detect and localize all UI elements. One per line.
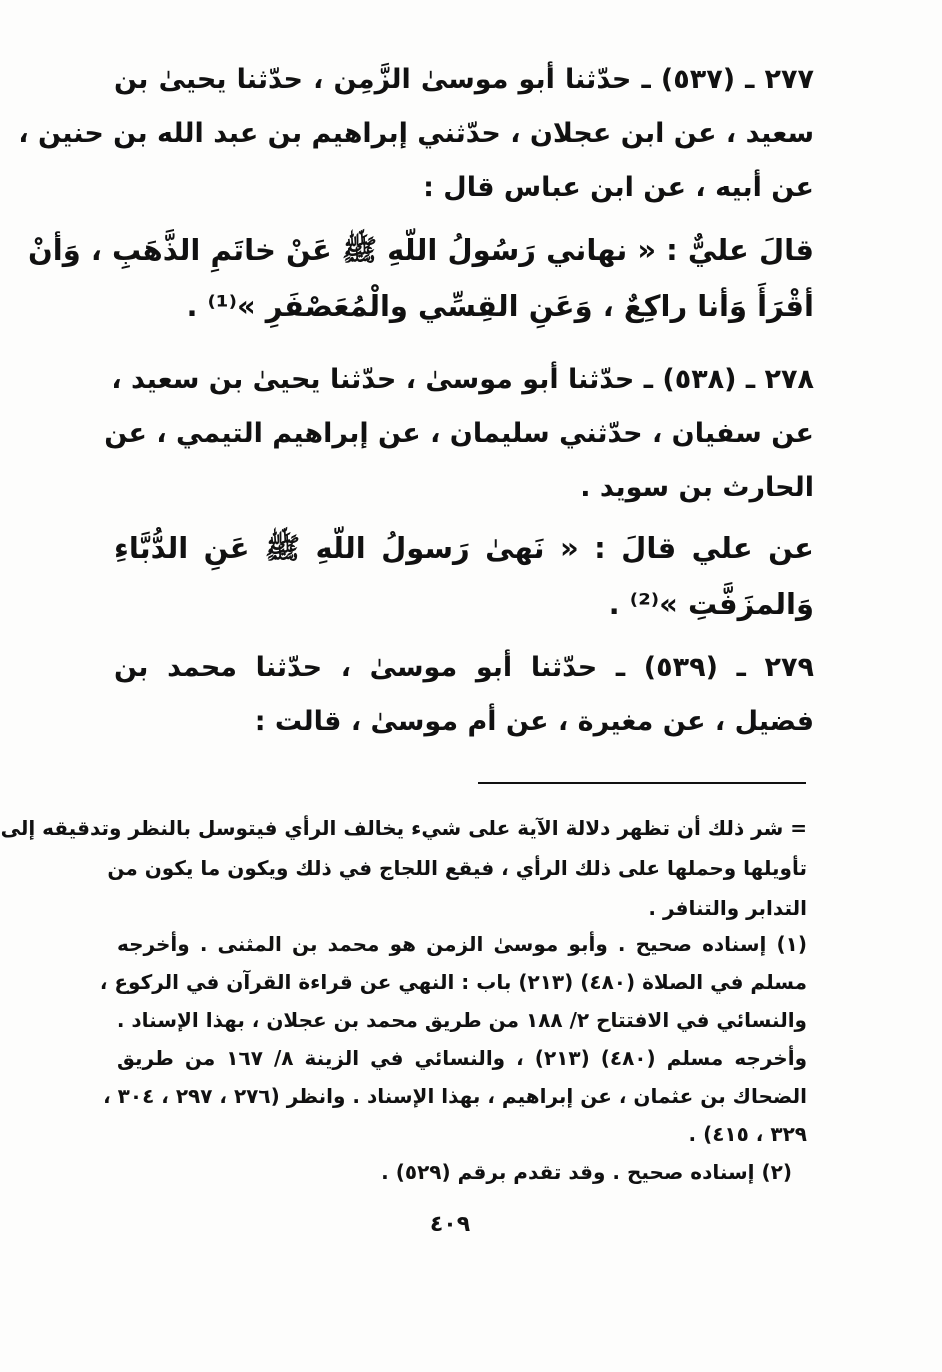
footnote-2: (٢) إسناده صحيح . وقد تقدم برقم (٥٢٩) . (381, 1160, 792, 1184)
hadith-277-line-1: ٢٧٧ ـ (٥٣٧) ـ حدّثنا أبو موسىٰ الزَّمِن ، حدّثنا يحيىٰ بن (114, 64, 814, 95)
hadith-277-quote-line-2: أقْرَأَ وَأنا راكِعٌ ، وَعَنِ القِسِّي والْمُعَصْفَرِ »⁽¹⁾ . (186, 289, 814, 323)
hadith-278-quote-line-2: وَالمزَفَّتِ »⁽²⁾ . (608, 587, 814, 621)
hadith-279-line-2: فضيل ، عن مغيرة ، عن أم موسىٰ ، قالت : (254, 706, 814, 737)
footnote-1-line-3: والنسائي في الافتتاح ٢/ ١٨٨ من طريق محمد بن عجلان ، بهذا الإسناد . (116, 1008, 807, 1032)
hadith-279-line-1: ٢٧٩ ـ (٥٣٩) ـ حدّثنا أبو موسىٰ ، حدّثنا محمد بن (114, 652, 814, 683)
hadith-278-line-2: عن سفيان ، حدّثني سليمان ، عن إبراهيم التيمي ، عن (104, 418, 814, 449)
footnote-1-line-4: وأخرجه مسلم (٤٨٠) (٢١٣) ، والنسائي في الزينة ٨/ ١٦٧ من طريق (117, 1046, 808, 1070)
hadith-277-quote-line-1: قالَ عليٌّ : « نهاني رَسُولُ اللّهِ ﷺ عَنْ خاتَمِ الذَّهَبِ ، وَأنْ (28, 233, 814, 267)
footnote-carryover-line-3: التدابر والتنافر . (648, 896, 807, 920)
footnote-carryover-line-1: = شر ذلك أن تظهر دلالة الآية على شيء يخالف الرأي فيتوسل بالنظر وتدقيقه إلى (0, 816, 807, 840)
footnote-carryover-line-2: تأويلها وحملها على ذلك الرأي ، فيقع اللجاج في ذلك ويكون ما يكون من (107, 856, 807, 880)
footnote-separator (478, 782, 806, 784)
page-number: ٤٠٩ (429, 1212, 471, 1237)
footnote-1-line-1: (١) إسناده صحيح . وأبو موسىٰ الزمن هو محمد بن المثنى . وأخرجه (117, 932, 807, 956)
footnote-1-line-6: ٣٢٩ ، ٤١٥) . (688, 1122, 807, 1146)
hadith-277-line-2: سعيد ، عن ابن عجلان ، حدّثني إبراهيم بن عبد الله بن حنين ، (18, 118, 814, 149)
hadith-278-quote-line-1: عن علي قالَ : « نَهىٰ رَسولُ اللّهِ ﷺ عَنِ الدُّبَّاءِ (114, 531, 814, 565)
hadith-278-line-3: الحارث بن سويد . (580, 472, 814, 503)
hadith-277-line-3: عن أبيه ، عن ابن عباس قال : (423, 172, 814, 203)
footnote-1-line-2: مسلم في الصلاة (٤٨٠) (٢١٣) باب : النهي عن قراءة القرآن في الركوع ، (99, 970, 807, 994)
hadith-278-line-1: ٢٧٨ ـ (٥٣٨) ـ حدّثنا أبو موسىٰ ، حدّثنا يحيىٰ بن سعيد ، (111, 364, 814, 395)
footnote-1-line-5: الضحاك بن عثمان ، عن إبراهيم ، بهذا الإسناد . وانظر (٢٧٦ ، ٢٩٧ ، ٣٠٤ ، (103, 1084, 807, 1108)
